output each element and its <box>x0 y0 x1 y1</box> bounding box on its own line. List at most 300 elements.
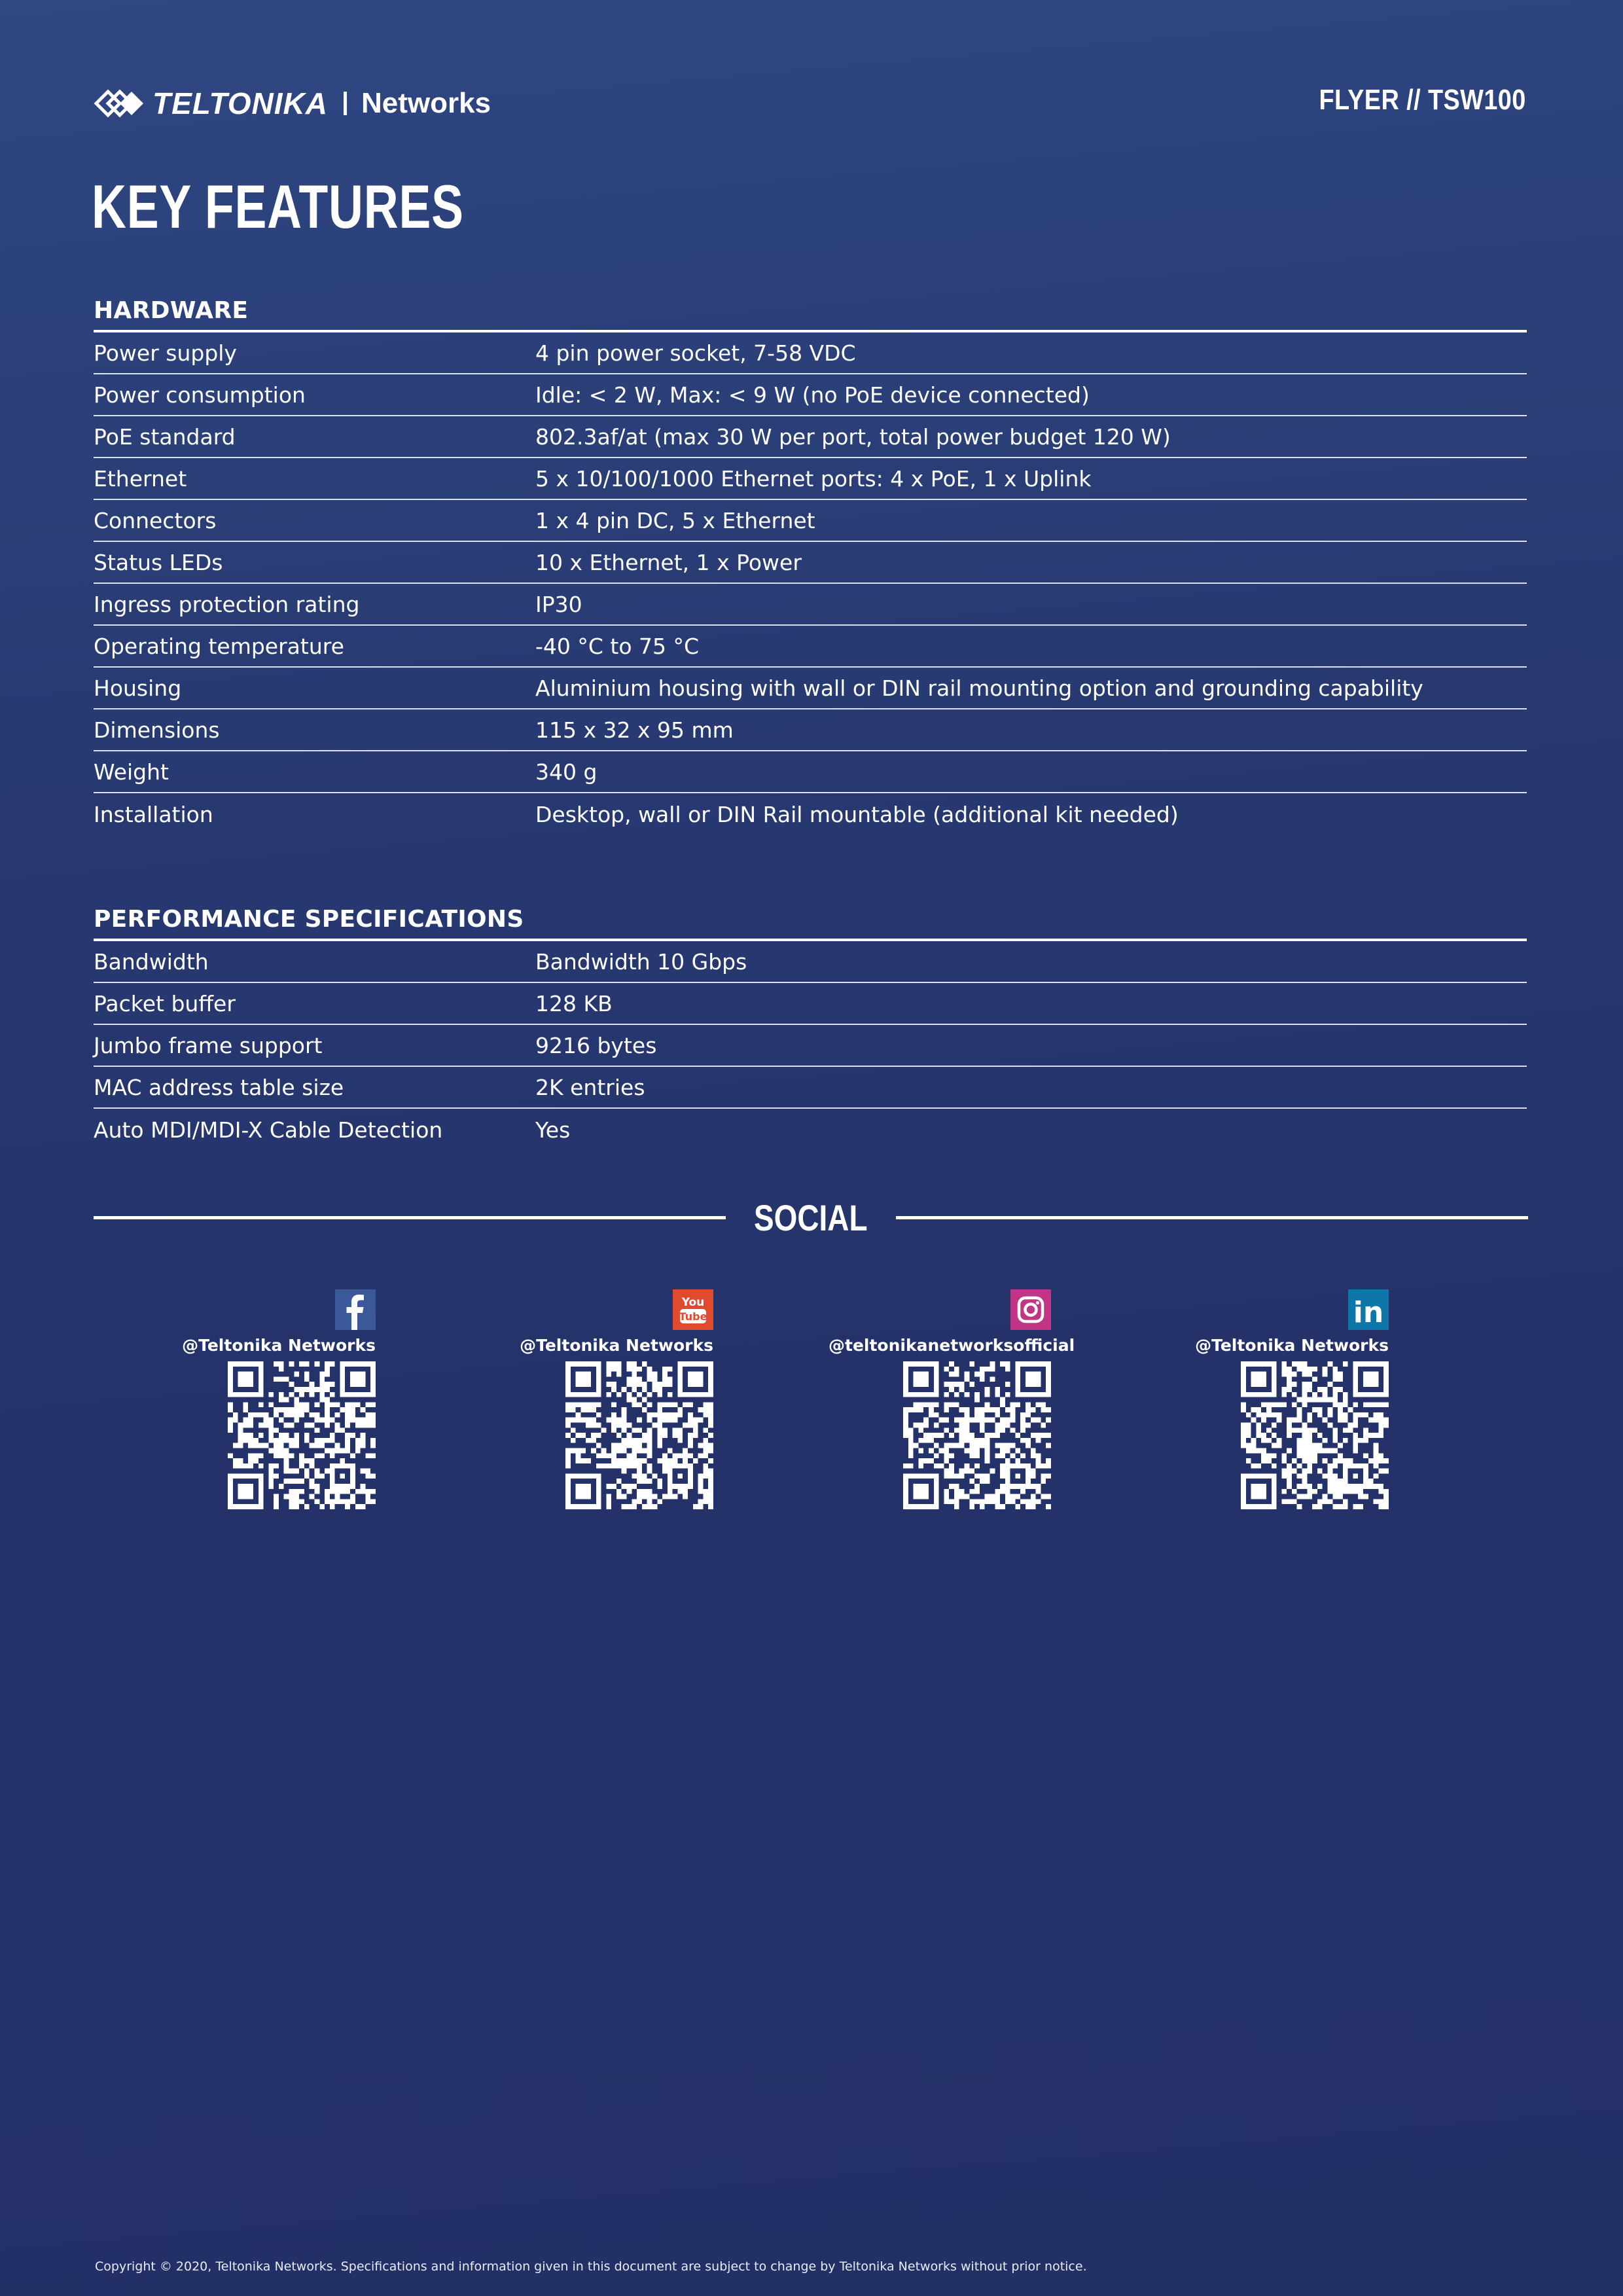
qr-module <box>1374 1473 1379 1479</box>
qr-module <box>355 1372 361 1377</box>
qr-code[interactable] <box>1241 1361 1389 1509</box>
qr-module <box>1015 1494 1020 1499</box>
qr-module <box>683 1423 688 1428</box>
qr-module <box>1046 1376 1051 1382</box>
qr-module <box>1338 1489 1343 1494</box>
qr-module <box>565 1407 571 1412</box>
qr-module <box>1031 1504 1036 1509</box>
qr-module <box>1327 1469 1332 1474</box>
qr-module <box>980 1499 985 1504</box>
qr-module <box>1353 1504 1358 1509</box>
qr-module <box>708 1407 713 1412</box>
qr-module <box>616 1448 622 1453</box>
qr-module <box>1358 1463 1363 1469</box>
qr-module <box>1272 1382 1277 1387</box>
qr-module <box>606 1372 611 1377</box>
qr-module <box>929 1458 934 1463</box>
linkedin-icon[interactable] <box>1348 1289 1389 1330</box>
qr-code[interactable] <box>903 1361 1051 1509</box>
qr-module <box>693 1361 698 1367</box>
qr-module <box>259 1479 264 1484</box>
qr-module <box>274 1443 279 1448</box>
qr-module <box>365 1412 370 1418</box>
qr-module <box>918 1427 923 1433</box>
spec-row <box>94 983 1527 1025</box>
qr-module <box>335 1423 340 1428</box>
qr-module <box>571 1418 576 1423</box>
qr-module <box>1327 1479 1332 1484</box>
qr-code[interactable] <box>228 1361 376 1509</box>
qr-module <box>683 1392 688 1397</box>
qr-module <box>1036 1438 1041 1443</box>
qr-module <box>335 1484 340 1489</box>
qr-module <box>248 1489 253 1494</box>
qr-module <box>965 1438 970 1443</box>
qr-module <box>259 1473 264 1479</box>
qr-module <box>1332 1504 1338 1509</box>
qr-module <box>1015 1402 1020 1407</box>
qr-module <box>1046 1433 1051 1438</box>
qr-module <box>985 1418 990 1423</box>
qr-module <box>1246 1423 1251 1428</box>
qr-module <box>586 1438 591 1443</box>
qr-module <box>1261 1489 1266 1494</box>
qr-module <box>284 1433 289 1438</box>
qr-module <box>662 1463 668 1469</box>
qr-module <box>355 1489 361 1494</box>
qr-module <box>606 1367 611 1372</box>
qr-module <box>1000 1453 1005 1458</box>
qr-module <box>294 1372 299 1377</box>
qr-module <box>959 1423 965 1428</box>
qr-code[interactable] <box>565 1361 713 1509</box>
qr-module <box>1307 1427 1312 1433</box>
qr-module <box>969 1448 974 1453</box>
qr-module <box>233 1504 238 1509</box>
social-handle[interactable]: @Teltonika Networks <box>1195 1336 1389 1355</box>
qr-module <box>1302 1372 1308 1377</box>
qr-module <box>253 1443 259 1448</box>
qr-module <box>662 1427 668 1433</box>
qr-module <box>586 1504 591 1509</box>
qr-module <box>668 1382 673 1387</box>
qr-module <box>1332 1402 1338 1407</box>
qr-module <box>279 1443 284 1448</box>
qr-module <box>923 1423 929 1428</box>
qr-module <box>1036 1463 1041 1469</box>
qr-module <box>310 1458 315 1463</box>
qr-module <box>632 1473 637 1479</box>
qr-module <box>908 1427 914 1433</box>
qr-module <box>642 1382 647 1387</box>
qr-module <box>1297 1438 1302 1443</box>
qr-module <box>294 1412 299 1418</box>
qr-module <box>565 1402 571 1407</box>
qr-module <box>268 1438 274 1443</box>
qr-module <box>253 1458 259 1463</box>
spec-label: Ingress protection rating <box>94 591 360 617</box>
qr-module <box>688 1433 693 1438</box>
qr-module <box>980 1504 985 1509</box>
qr-module <box>1287 1463 1292 1469</box>
qr-module <box>365 1392 370 1397</box>
qr-module <box>622 1407 627 1412</box>
qr-module <box>335 1412 340 1418</box>
qr-module <box>1338 1387 1343 1392</box>
qr-module <box>944 1392 949 1397</box>
spec-label: Power supply <box>94 340 237 366</box>
qr-module <box>990 1367 995 1372</box>
qr-module <box>1241 1438 1246 1443</box>
qr-module <box>259 1489 264 1494</box>
qr-module <box>1323 1473 1328 1479</box>
qr-module <box>248 1382 253 1387</box>
qr-module <box>708 1376 713 1382</box>
qr-module <box>1036 1418 1041 1423</box>
qr-module <box>918 1376 923 1382</box>
qr-module <box>1378 1504 1383 1509</box>
qr-module <box>969 1438 974 1443</box>
qr-module <box>1031 1473 1036 1479</box>
qr-module <box>576 1433 581 1438</box>
qr-module <box>1338 1453 1343 1458</box>
social-youtube[interactable] <box>491 1289 713 1509</box>
qr-module <box>248 1458 253 1463</box>
qr-module <box>576 1453 581 1458</box>
qr-module <box>580 1458 586 1463</box>
qr-module <box>698 1479 704 1484</box>
qr-module <box>1312 1427 1317 1433</box>
social-facebook[interactable] <box>153 1289 376 1509</box>
qr-module <box>1256 1427 1261 1433</box>
qr-module <box>632 1361 637 1367</box>
qr-module <box>1256 1407 1261 1412</box>
qr-module <box>1338 1407 1343 1412</box>
spec-value: Desktop, wall or DIN Rail mountable (additional kit needed) <box>535 801 1179 827</box>
qr-module <box>954 1427 959 1433</box>
qr-module <box>586 1407 591 1412</box>
qr-module <box>289 1489 294 1494</box>
qr-module <box>934 1489 939 1494</box>
qr-module <box>325 1367 330 1372</box>
qr-module <box>1031 1484 1036 1489</box>
social-linkedin[interactable] <box>1166 1289 1389 1509</box>
qr-module <box>335 1494 340 1499</box>
social-handle[interactable]: @Teltonika Networks <box>182 1336 376 1355</box>
qr-module <box>345 1402 350 1407</box>
qr-module <box>1041 1463 1046 1469</box>
qr-module <box>1383 1372 1389 1377</box>
qr-module <box>632 1443 637 1448</box>
qr-module <box>622 1494 627 1499</box>
qr-module <box>668 1494 673 1499</box>
spec-label: Housing <box>94 675 182 701</box>
qr-module <box>918 1494 923 1499</box>
qr-module <box>350 1372 355 1377</box>
qr-module <box>268 1463 274 1469</box>
qr-module <box>934 1473 939 1479</box>
qr-module <box>1378 1423 1383 1428</box>
qr-module <box>345 1407 350 1412</box>
flyer-label: FLYER // TSW100 <box>1319 84 1526 116</box>
qr-module <box>299 1387 304 1392</box>
social-instagram[interactable] <box>829 1289 1075 1509</box>
qr-module <box>995 1407 1000 1412</box>
spec-label: Auto MDI/MDI-X Cable Detection <box>94 1117 443 1143</box>
qr-module <box>1383 1361 1389 1367</box>
qr-module <box>1261 1484 1266 1489</box>
qr-module <box>365 1361 370 1367</box>
qr-module <box>662 1469 668 1474</box>
qr-module <box>319 1443 325 1448</box>
qr-module <box>1256 1376 1261 1382</box>
qr-module <box>1297 1443 1302 1448</box>
qr-module <box>652 1473 657 1479</box>
qr-module <box>1297 1407 1302 1412</box>
qr-module <box>903 1392 908 1397</box>
qr-module <box>1287 1372 1292 1377</box>
qr-module <box>310 1387 315 1392</box>
qr-module <box>361 1433 366 1438</box>
qr-module <box>677 1427 683 1433</box>
qr-module <box>606 1361 611 1367</box>
qr-module <box>929 1448 934 1453</box>
qr-module <box>586 1382 591 1387</box>
qr-module <box>944 1499 949 1504</box>
qr-module <box>304 1433 310 1438</box>
qr-module <box>591 1438 596 1443</box>
qr-module <box>647 1438 652 1443</box>
qr-module <box>350 1402 355 1407</box>
logo-sub-text: Networks <box>361 87 491 119</box>
qr-module <box>908 1453 914 1458</box>
qr-module <box>668 1376 673 1382</box>
qr-module <box>990 1469 995 1474</box>
qr-module <box>279 1418 284 1423</box>
qr-module <box>314 1453 319 1458</box>
qr-module <box>703 1361 708 1367</box>
qr-module <box>294 1443 299 1448</box>
qr-module <box>1378 1427 1383 1433</box>
qr-module <box>350 1469 355 1474</box>
qr-module <box>965 1494 970 1499</box>
performance-spec-table <box>94 941 1527 1151</box>
qr-module <box>319 1376 325 1382</box>
qr-module <box>304 1469 310 1474</box>
qr-module <box>611 1387 616 1392</box>
qr-module <box>698 1504 704 1509</box>
qr-module <box>949 1372 954 1377</box>
spec-row <box>94 500 1527 542</box>
qr-module <box>954 1484 959 1489</box>
qr-module <box>918 1463 923 1469</box>
qr-module <box>1036 1489 1041 1494</box>
qr-module <box>1374 1376 1379 1382</box>
qr-module <box>974 1407 980 1412</box>
facebook-icon[interactable] <box>335 1289 376 1330</box>
qr-module <box>1010 1418 1016 1423</box>
qr-module <box>1374 1463 1379 1469</box>
qr-module <box>647 1499 652 1504</box>
qr-module <box>662 1367 668 1372</box>
qr-module <box>677 1367 683 1372</box>
qr-module <box>1348 1489 1353 1494</box>
qr-module <box>314 1443 319 1448</box>
qr-module <box>1363 1494 1368 1499</box>
qr-module <box>580 1372 586 1377</box>
qr-module <box>1383 1387 1389 1392</box>
qr-module <box>1000 1423 1005 1428</box>
qr-module <box>259 1423 264 1428</box>
qr-module <box>965 1412 970 1418</box>
qr-module <box>1383 1367 1389 1372</box>
qr-module <box>355 1402 361 1407</box>
qr-module <box>274 1427 279 1433</box>
qr-module <box>622 1463 627 1469</box>
qr-module <box>228 1504 233 1509</box>
qr-module <box>1292 1427 1297 1433</box>
qr-module <box>345 1412 350 1418</box>
qr-module <box>693 1418 698 1423</box>
qr-module <box>990 1433 995 1438</box>
qr-module <box>350 1499 355 1504</box>
qr-module <box>1010 1427 1016 1433</box>
qr-module <box>586 1361 591 1367</box>
qr-module <box>274 1448 279 1453</box>
qr-module <box>616 1367 622 1372</box>
qr-module <box>361 1376 366 1382</box>
qr-module <box>611 1484 616 1489</box>
qr-module <box>1302 1397 1308 1403</box>
qr-module <box>294 1438 299 1443</box>
youtube-icon[interactable] <box>673 1289 713 1330</box>
qr-module <box>1000 1418 1005 1423</box>
qr-module <box>310 1423 315 1428</box>
qr-module <box>990 1494 995 1499</box>
qr-module <box>918 1438 923 1443</box>
qr-module <box>944 1367 949 1372</box>
qr-module <box>703 1494 708 1499</box>
qr-module <box>606 1499 611 1504</box>
qr-module <box>698 1392 704 1397</box>
qr-module <box>268 1402 274 1407</box>
qr-module <box>576 1412 581 1418</box>
qr-module <box>361 1443 366 1448</box>
qr-module <box>1358 1489 1363 1494</box>
instagram-icon[interactable] <box>1010 1289 1051 1330</box>
qr-module <box>1302 1382 1308 1387</box>
qr-module <box>903 1418 908 1423</box>
spec-row <box>94 374 1527 416</box>
qr-module <box>703 1438 708 1443</box>
qr-module <box>632 1484 637 1489</box>
qr-module <box>627 1504 632 1509</box>
qr-module <box>345 1489 350 1494</box>
qr-module <box>995 1499 1000 1504</box>
qr-module <box>980 1473 985 1479</box>
qr-module <box>370 1453 376 1458</box>
qr-module <box>673 1494 678 1499</box>
qr-module <box>370 1372 376 1377</box>
qr-module <box>345 1484 350 1489</box>
qr-module <box>1302 1448 1308 1453</box>
qr-module <box>1348 1463 1353 1469</box>
qr-module <box>688 1412 693 1418</box>
qr-module <box>1046 1443 1051 1448</box>
qr-module <box>611 1418 616 1423</box>
qr-module <box>274 1494 279 1499</box>
qr-module <box>929 1504 934 1509</box>
qr-module <box>350 1433 355 1438</box>
qr-module <box>1358 1438 1363 1443</box>
social-handle[interactable]: @Teltonika Networks <box>520 1336 713 1355</box>
qr-module <box>965 1423 970 1428</box>
qr-module <box>693 1376 698 1382</box>
qr-module <box>1292 1392 1297 1397</box>
qr-module <box>1261 1433 1266 1438</box>
social-handle[interactable]: @teltonikanetworksofficial <box>829 1336 1075 1355</box>
qr-module <box>1246 1473 1251 1479</box>
qr-module <box>580 1473 586 1479</box>
qr-module <box>918 1382 923 1387</box>
qr-module <box>294 1504 299 1509</box>
qr-module <box>703 1407 708 1412</box>
qr-module <box>642 1361 647 1367</box>
qr-module <box>934 1412 939 1418</box>
qr-module <box>1015 1448 1020 1453</box>
qr-module <box>647 1402 652 1407</box>
qr-module <box>1241 1504 1246 1509</box>
qr-module <box>299 1407 304 1412</box>
qr-module <box>299 1463 304 1469</box>
qr-module <box>974 1489 980 1494</box>
qr-module <box>1015 1361 1020 1367</box>
qr-module <box>1272 1484 1277 1489</box>
qr-module <box>652 1376 657 1382</box>
qr-module <box>954 1367 959 1372</box>
qr-module <box>1287 1367 1292 1372</box>
qr-module <box>1323 1418 1328 1423</box>
qr-module <box>662 1382 668 1387</box>
qr-module <box>677 1361 683 1367</box>
qr-module <box>1297 1494 1302 1499</box>
qr-module <box>668 1484 673 1489</box>
qr-module <box>350 1407 355 1412</box>
qr-module <box>903 1407 908 1412</box>
qr-module <box>1277 1443 1282 1448</box>
qr-module <box>576 1372 581 1377</box>
qr-module <box>708 1479 713 1484</box>
qr-module <box>949 1443 954 1448</box>
qr-module <box>688 1418 693 1423</box>
qr-module <box>314 1473 319 1479</box>
qr-module <box>1041 1473 1046 1479</box>
qr-module <box>708 1372 713 1377</box>
qr-module <box>243 1372 248 1377</box>
qr-module <box>1261 1448 1266 1453</box>
qr-module <box>1307 1433 1312 1438</box>
qr-module <box>668 1448 673 1453</box>
qr-module <box>243 1361 248 1367</box>
qr-module <box>1026 1473 1031 1479</box>
qr-module <box>627 1376 632 1382</box>
qr-module <box>1307 1494 1312 1499</box>
spec-row <box>94 751 1527 793</box>
qr-module <box>1307 1397 1312 1403</box>
qr-module <box>980 1376 985 1382</box>
qr-module <box>1266 1392 1272 1397</box>
qr-module <box>243 1494 248 1499</box>
